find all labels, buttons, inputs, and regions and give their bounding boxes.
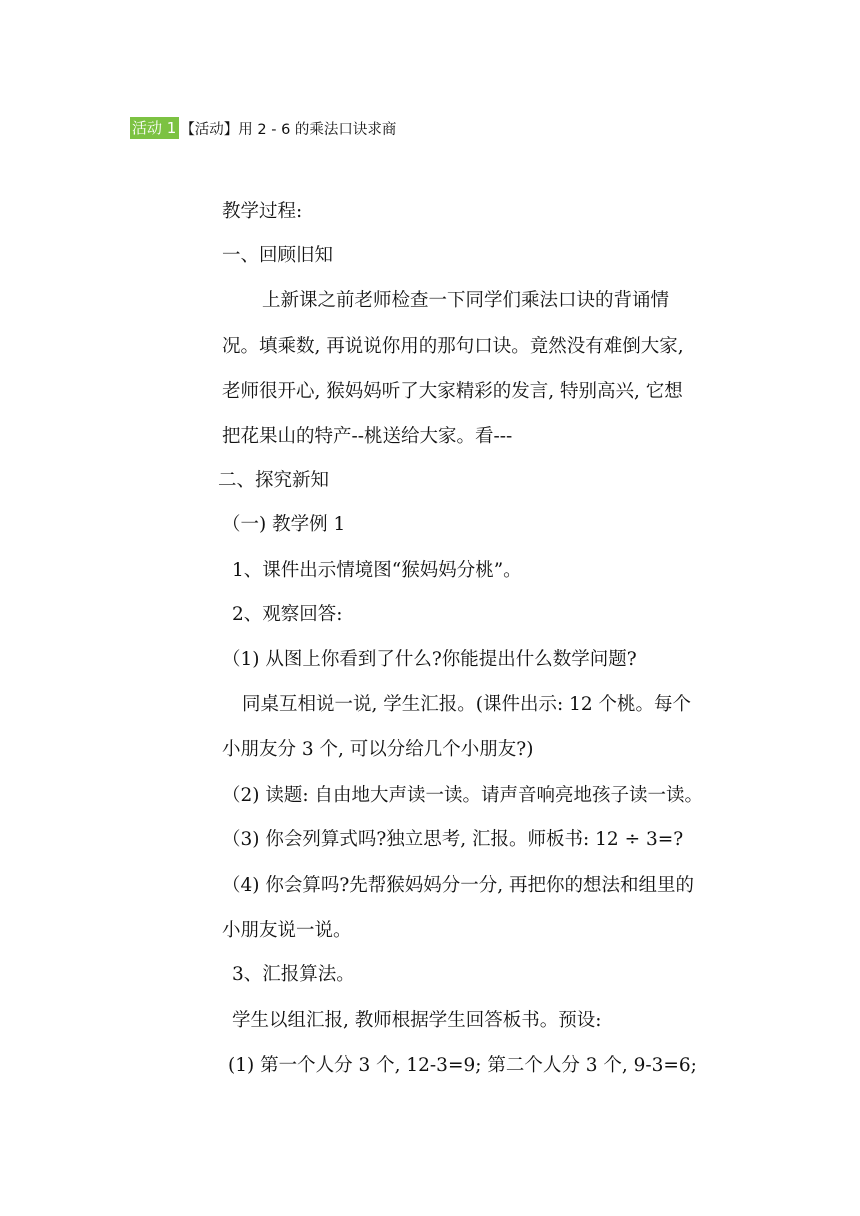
body-line-1: 教学过程: <box>222 201 303 222</box>
body-line-2: 一、回顾旧知 <box>222 245 334 266</box>
body-line-19: 学生以组汇报, 教师根据学生回答板书。预设: <box>232 1010 602 1031</box>
body-line-3: 上新课之前老师检查一下同学们乘法口诀的背诵情 <box>262 290 670 311</box>
body-line-18: 3、汇报算法。 <box>232 964 355 985</box>
body-line-11: （1) 从图上你看到了什么?你能提出什么数学问题? <box>222 649 637 670</box>
body-line-17: 小朋友说一说。 <box>222 920 352 941</box>
activity-header <box>130 117 396 139</box>
body-line-14: （2) 读题: 自由地大声读一读。请声音响亮地孩子读一读。 <box>222 785 703 806</box>
body-line-7: 二、探究新知 <box>218 470 330 491</box>
body-line-15: （3) 你会列算式吗?独立思考, 汇报。师板书: 12 ÷ 3=? <box>222 829 684 850</box>
body-line-6: 把花果山的特产--桃送给大家。看--- <box>222 426 513 447</box>
body-line-13: 小朋友分 3 个, 可以分给几个小朋友?) <box>222 739 534 760</box>
body-line-5: 老师很开心, 猴妈妈听了大家精彩的发言, 特别高兴, 它想 <box>222 381 683 402</box>
body-line-4: 况。填乘数, 再说说你用的那句口诀。竟然没有难倒大家, <box>222 336 684 357</box>
body-line-10: 2、观察回答: <box>232 604 343 625</box>
body-line-20: (1) 第一个人分 3 个, 12-3=9; 第二个人分 3 个, 9-3=6; <box>228 1055 697 1076</box>
body-line-12: 同桌互相说一说, 学生汇报。(课件出示: 12 个桃。每个 <box>242 694 692 715</box>
body-line-9: 1、课件出示情境图“猴妈妈分桃”。 <box>232 560 522 581</box>
activity-title: 【活动】用 2 - 6 的乘法口诀求商 <box>180 121 397 138</box>
body-line-16: （4) 你会算吗?先帮猴妈妈分一分, 再把你的想法和组里的 <box>222 875 695 896</box>
body-line-8: （一) 教学例 1 <box>222 514 346 535</box>
activity-badge: 活动 1 <box>130 117 179 139</box>
